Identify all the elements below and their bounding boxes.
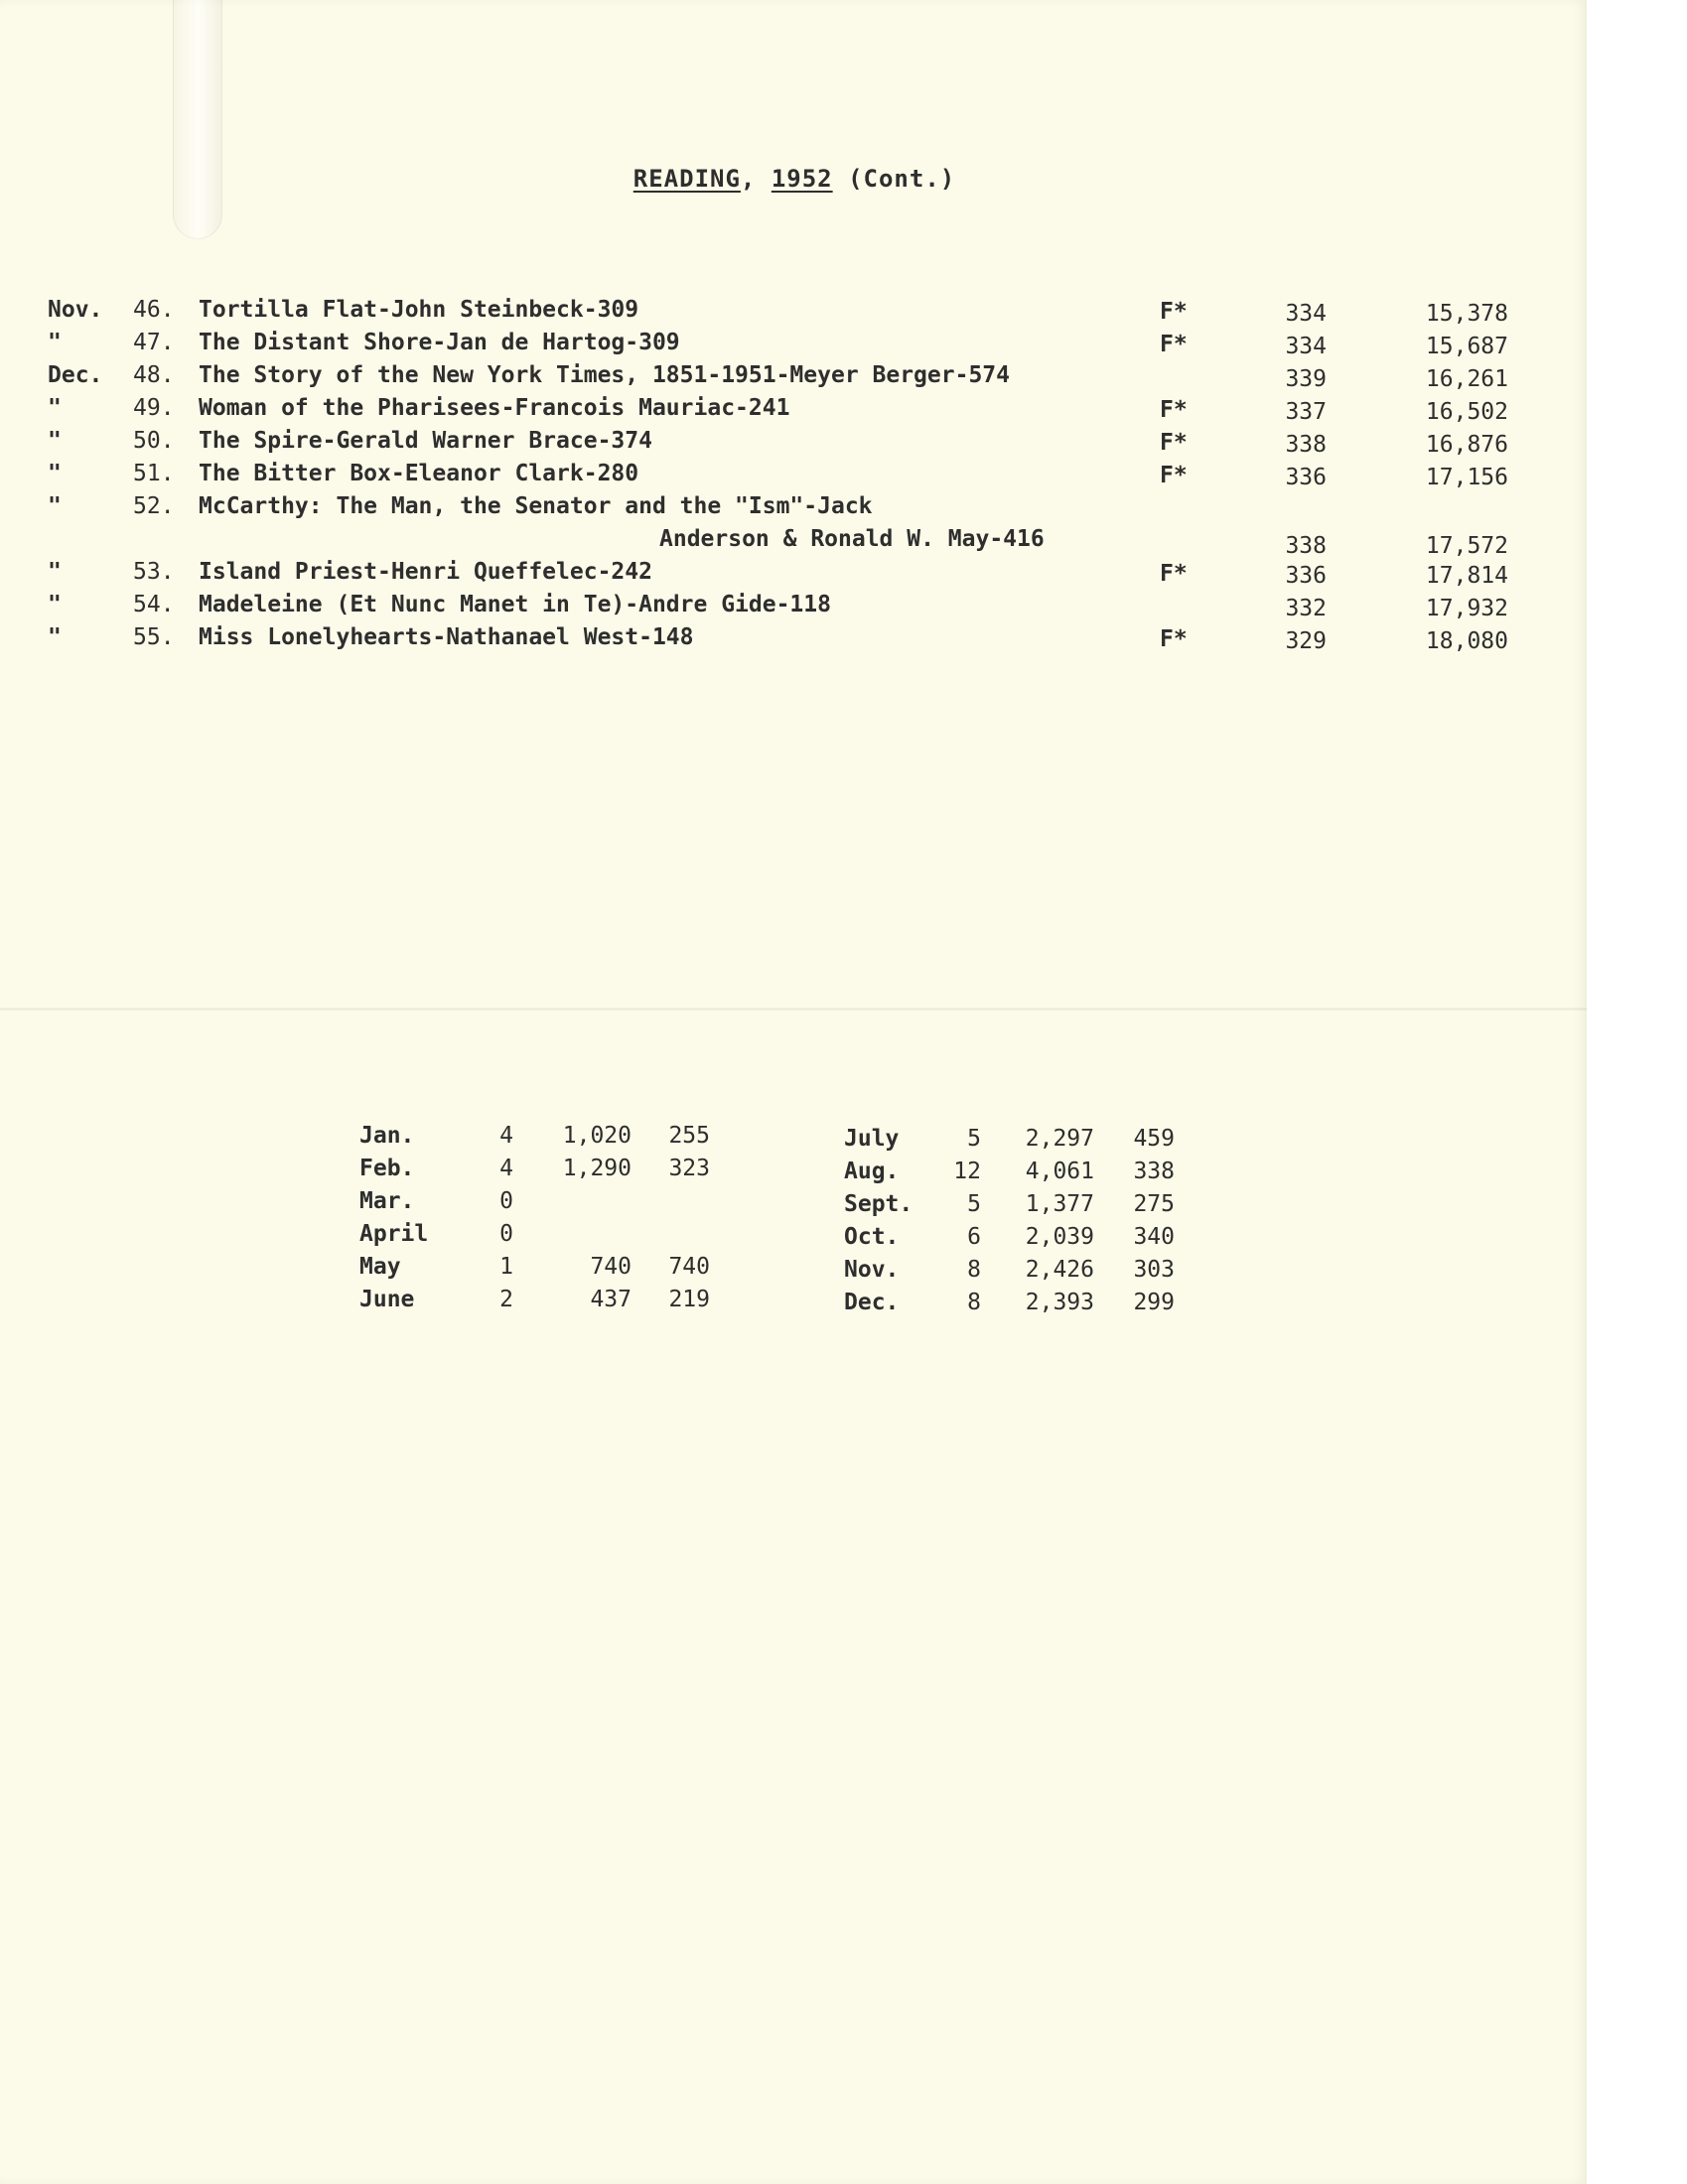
summary-pages: 1,290 xyxy=(562,1156,632,1181)
fold-line xyxy=(0,1008,1587,1011)
summary-pages: 437 xyxy=(590,1287,632,1312)
fiction-mark: F* xyxy=(1160,463,1188,488)
fiction-mark: F* xyxy=(1160,561,1188,587)
summary-average: 338 xyxy=(1133,1159,1175,1184)
entry-title: Miss Lonelyhearts-Nathanael West-148 xyxy=(199,624,694,650)
entry-month: " xyxy=(48,559,62,585)
entry-number: 50. xyxy=(133,428,175,454)
entry-number: 53. xyxy=(133,559,175,585)
entry-number: 52. xyxy=(133,493,175,519)
summary-books: 4 xyxy=(499,1123,513,1149)
summary-pages: 2,393 xyxy=(1025,1290,1094,1315)
entry-total: 16,261 xyxy=(1425,366,1508,392)
summary-month: Feb. xyxy=(359,1156,415,1181)
summary-pages: 1,377 xyxy=(1025,1191,1094,1217)
entry-total: 15,378 xyxy=(1425,301,1508,327)
entry-title: Island Priest-Henri Queffelec-242 xyxy=(199,559,652,585)
entry-number: 55. xyxy=(133,624,175,650)
summary-books: 8 xyxy=(967,1257,981,1283)
entry-days: 334 xyxy=(1285,301,1327,327)
entry-days: 338 xyxy=(1285,533,1327,559)
summary-books: 5 xyxy=(967,1126,981,1152)
summary-average: 303 xyxy=(1133,1257,1175,1283)
summary-average: 219 xyxy=(668,1287,710,1312)
summary-books: 1 xyxy=(499,1254,513,1280)
entry-total: 17,156 xyxy=(1425,465,1508,490)
entry-month: " xyxy=(48,428,62,454)
entry-number: 49. xyxy=(133,395,175,421)
summary-pages: 2,039 xyxy=(1025,1224,1094,1250)
entry-days: 329 xyxy=(1285,628,1327,654)
entry-total: 17,572 xyxy=(1425,533,1508,559)
title-sep: , xyxy=(740,165,772,193)
summary-books: 0 xyxy=(499,1188,513,1214)
entry-title-continued: Anderson & Ronald W. May-416 xyxy=(659,526,1045,552)
summary-month: Sept. xyxy=(844,1191,914,1217)
summary-books: 0 xyxy=(499,1221,513,1247)
fiction-mark: F* xyxy=(1160,430,1188,456)
entry-days: 336 xyxy=(1285,563,1327,589)
title-main: READING xyxy=(633,165,741,193)
entry-title: McCarthy: The Man, the Senator and the "Ism"-Jack xyxy=(199,493,873,519)
entry-number: 54. xyxy=(133,592,175,617)
summary-average: 323 xyxy=(668,1156,710,1181)
entry-title: Tortilla Flat-John Steinbeck-309 xyxy=(199,297,639,323)
fiction-mark: F* xyxy=(1160,299,1188,325)
entry-days: 332 xyxy=(1285,596,1327,621)
scan-margin xyxy=(1587,0,1687,2184)
entry-title: The Spire-Gerald Warner Brace-374 xyxy=(199,428,652,454)
summary-books: 12 xyxy=(953,1159,981,1184)
entry-days: 338 xyxy=(1285,432,1327,458)
summary-month: April xyxy=(359,1221,429,1247)
summary-pages: 2,297 xyxy=(1025,1126,1094,1152)
summary-month: Mar. xyxy=(359,1188,415,1214)
entry-title: The Bitter Box-Eleanor Clark-280 xyxy=(199,461,639,486)
summary-month: Aug. xyxy=(844,1159,900,1184)
entry-total: 16,876 xyxy=(1425,432,1508,458)
entry-total: 15,687 xyxy=(1425,334,1508,359)
entry-days: 339 xyxy=(1285,366,1327,392)
page-title xyxy=(0,165,1589,193)
entry-month: " xyxy=(48,592,62,617)
entry-month: " xyxy=(48,461,62,486)
summary-average: 299 xyxy=(1133,1290,1175,1315)
summary-average: 340 xyxy=(1133,1224,1175,1250)
summary-pages: 4,061 xyxy=(1025,1159,1094,1184)
entry-month: " xyxy=(48,493,62,519)
summary-month: June xyxy=(359,1287,415,1312)
entry-number: 51. xyxy=(133,461,175,486)
entry-days: 336 xyxy=(1285,465,1327,490)
summary-books: 5 xyxy=(967,1191,981,1217)
summary-pages: 2,426 xyxy=(1025,1257,1094,1283)
title-year: 1952 xyxy=(771,165,833,193)
entry-month: " xyxy=(48,330,62,355)
entry-number: 48. xyxy=(133,362,175,388)
summary-books: 4 xyxy=(499,1156,513,1181)
summary-month: Jan. xyxy=(359,1123,415,1149)
entry-total: 18,080 xyxy=(1425,628,1508,654)
summary-pages: 740 xyxy=(590,1254,632,1280)
entry-title: Madeleine (Et Nunc Manet in Te)-Andre Gide-118 xyxy=(199,592,831,617)
entry-title: The Story of the New York Times, 1851-1951-Meyer Berger-574 xyxy=(199,362,1010,388)
entry-month: " xyxy=(48,624,62,650)
entry-month: Dec. xyxy=(48,362,103,388)
fiction-mark: F* xyxy=(1160,332,1188,357)
title-suffix: (Cont.) xyxy=(832,165,956,193)
summary-month: July xyxy=(844,1126,900,1152)
entry-days: 334 xyxy=(1285,334,1327,359)
summary-average: 459 xyxy=(1133,1126,1175,1152)
summary-books: 8 xyxy=(967,1290,981,1315)
summary-month: Dec. xyxy=(844,1290,900,1315)
entry-title: The Distant Shore-Jan de Hartog-309 xyxy=(199,330,680,355)
summary-average: 255 xyxy=(668,1123,710,1149)
summary-average: 275 xyxy=(1133,1191,1175,1217)
entry-total: 17,932 xyxy=(1425,596,1508,621)
entry-number: 46. xyxy=(133,297,175,323)
entry-total: 17,814 xyxy=(1425,563,1508,589)
summary-average: 740 xyxy=(668,1254,710,1280)
entry-month: Nov. xyxy=(48,297,103,323)
entry-days: 337 xyxy=(1285,399,1327,425)
summary-books: 6 xyxy=(967,1224,981,1250)
summary-month: May xyxy=(359,1254,401,1280)
entry-month: " xyxy=(48,395,62,421)
summary-pages: 1,020 xyxy=(562,1123,632,1149)
fiction-mark: F* xyxy=(1160,626,1188,652)
entry-title: Woman of the Pharisees-Francois Mauriac-241 xyxy=(199,395,790,421)
entry-number: 47. xyxy=(133,330,175,355)
summary-month: Nov. xyxy=(844,1257,900,1283)
summary-books: 2 xyxy=(499,1287,513,1312)
summary-month: Oct. xyxy=(844,1224,900,1250)
fiction-mark: F* xyxy=(1160,397,1188,423)
paperclip-mark xyxy=(173,0,222,239)
entry-total: 16,502 xyxy=(1425,399,1508,425)
